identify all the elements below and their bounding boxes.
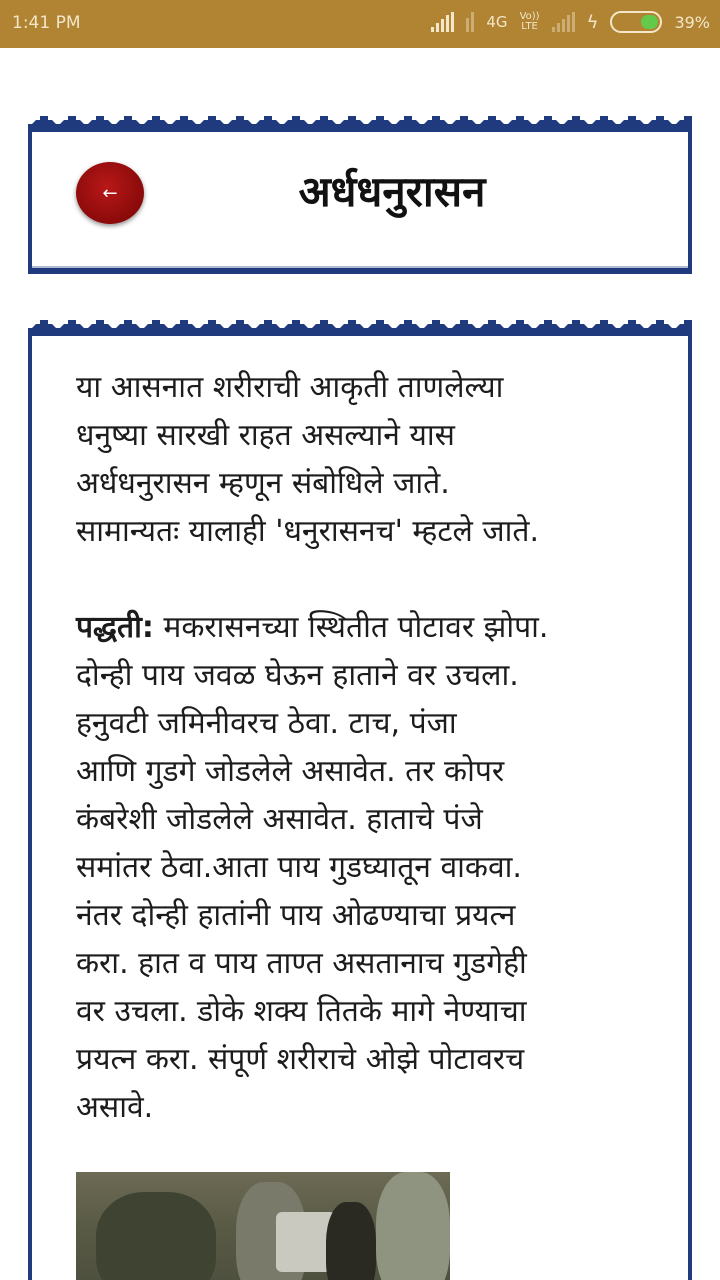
method-label: पद्धती: xyxy=(76,610,154,645)
status-icons xyxy=(431,11,710,33)
battery-icon xyxy=(610,11,662,33)
network-type: 4G xyxy=(486,12,508,31)
asana-photo xyxy=(76,1172,450,1280)
battery-fill xyxy=(641,15,658,29)
article-text xyxy=(76,364,656,1180)
header-panel xyxy=(28,128,692,274)
page-title: अर्धधनुरासन xyxy=(298,167,486,216)
content-panel xyxy=(28,332,692,1280)
battery-percent: 39% xyxy=(674,12,710,32)
signal-strength-icon xyxy=(431,12,454,32)
decorative-top-border xyxy=(28,114,692,132)
status-bar xyxy=(0,0,720,48)
status-time: 1:41 PM xyxy=(12,13,81,33)
volte-icon: Vo)) LTE xyxy=(519,11,540,32)
decorative-top-border xyxy=(28,318,692,336)
method-paragraph: पद्धती: मकरासनच्या स्थितीत पोटावर झोपा. दोन्ही पाय जवळ घेऊन हाताने वर उचला. हनुवटी जमिनीवरच ठेवा. टाच, पंजा आणि गुडगे जोडलेले असावेत. तर कोपर कंबरेशी जोडलेले असावेत. हाताचे पंजे समांतर ठेवा.आता पाय गुडघ्यातून वाकवा. नंतर दोन्ही हातांनी पाय ओढण्याचा प्रयत्न करा. हात व पाय ताण्त असतानाच गुडगेही वर उचला. डोके शक्य तितके मागे नेण्याचा प्रयत्न करा. संपूर्ण शरीराचे ओझे पोटावरच असावे. xyxy=(76,610,549,1125)
back-arrow-icon: ← xyxy=(102,182,118,204)
signal-strength-2-icon xyxy=(552,12,575,32)
charging-bolt-icon: ϟ xyxy=(586,11,599,33)
header-bottom-border xyxy=(28,268,692,274)
intro-paragraph: या आसनात शरीराची आकृती ताणलेल्या धनुष्या सारखी राहत असल्याने यास अर्धधनुरासन म्हणून संबोधिले जाते. सामान्यतः यालाही 'धनुरासनच' म्हटले जाते. xyxy=(76,370,540,549)
back-button[interactable] xyxy=(76,162,144,224)
data-transfer-icon xyxy=(466,12,474,32)
